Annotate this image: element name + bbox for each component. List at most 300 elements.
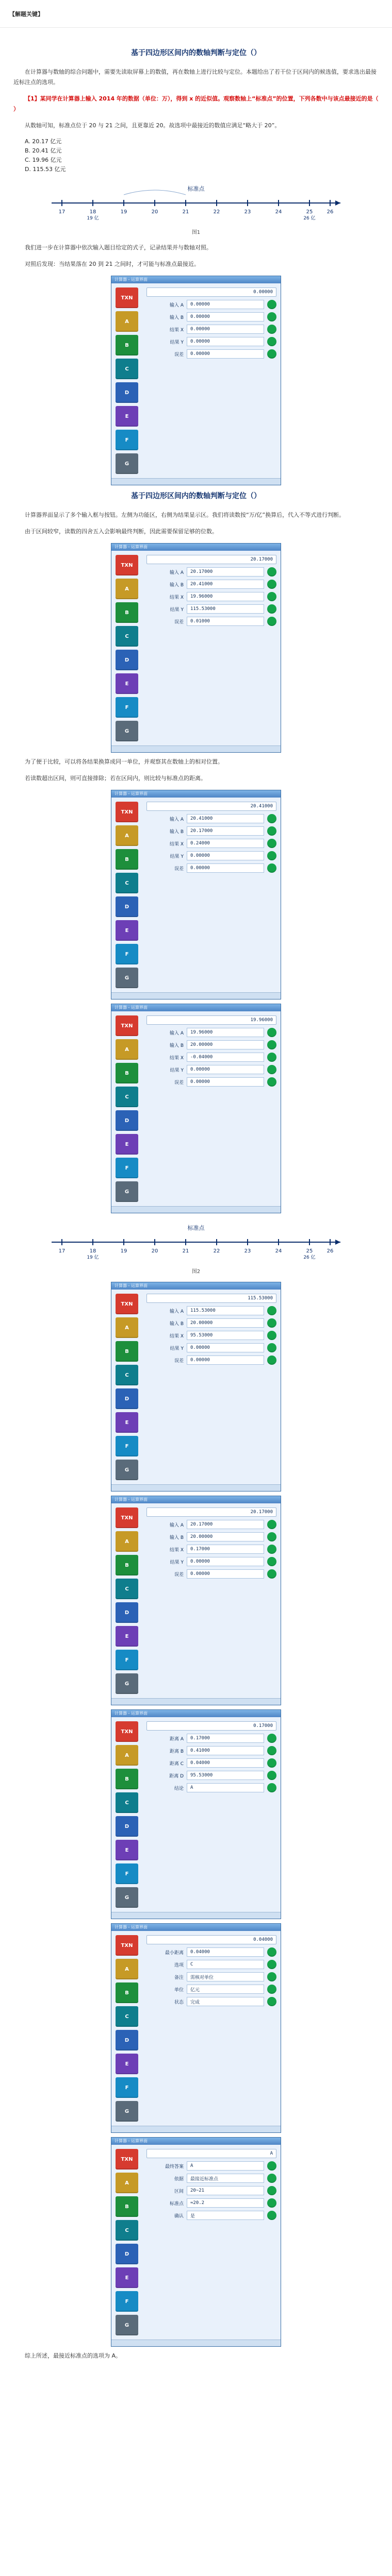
confirm-button[interactable] xyxy=(267,1028,276,1037)
row-value[interactable]: 0.04000 xyxy=(187,1758,264,1768)
calculator-sidebar xyxy=(116,1294,143,1480)
row-value[interactable]: 19.96000 xyxy=(187,592,264,601)
calculator-title: 计算器 - 运算界面 xyxy=(111,790,281,798)
row-value[interactable]: 95.53000 xyxy=(187,1331,264,1340)
row-value[interactable]: ≈20.2 xyxy=(187,2198,264,2208)
calculator-screen: 0.00000 xyxy=(146,287,276,297)
calculator-sidebar xyxy=(116,1935,143,2122)
calculator-row xyxy=(146,580,276,589)
function-tile[interactable]: D xyxy=(116,1816,138,1837)
second-title: 基于四边形区间内的数轴判断与定位（） xyxy=(131,492,261,500)
function-tile[interactable]: G xyxy=(116,2101,138,2122)
confirm-button[interactable] xyxy=(267,1972,276,1981)
number-line-arrow xyxy=(335,200,340,206)
confirm-button[interactable] xyxy=(267,580,276,589)
option-a: A. 20.17 亿元 xyxy=(25,138,62,145)
function-tile[interactable]: B xyxy=(116,1341,138,1362)
confirm-button[interactable] xyxy=(267,312,276,321)
function-tile[interactable]: G xyxy=(116,1673,138,1694)
calculator-row xyxy=(146,1077,276,1087)
calculator-footer xyxy=(111,1206,281,1213)
calculator-row xyxy=(146,604,276,614)
tick-label: 21 xyxy=(182,1248,189,1254)
row-value[interactable]: 0.17000 xyxy=(187,1545,264,1554)
tick-label: 18 xyxy=(89,209,96,215)
function-tile[interactable]: F xyxy=(116,430,138,450)
calculator-main xyxy=(146,1015,276,1202)
confirm-button[interactable] xyxy=(267,1040,276,1049)
confirm-button[interactable] xyxy=(267,1355,276,1365)
function-tile[interactable]: A xyxy=(116,579,138,599)
function-tile[interactable]: G xyxy=(116,2315,138,2335)
calculator-row xyxy=(146,1343,276,1352)
calculator-row xyxy=(146,1746,276,1755)
function-tile[interactable]: G xyxy=(116,1181,138,1202)
calculator-body xyxy=(111,551,281,745)
range-right-label: 26 亿 xyxy=(303,216,316,221)
calculator-body xyxy=(111,283,281,478)
calculator-row xyxy=(146,1520,276,1529)
confirm-button[interactable] xyxy=(267,2186,276,2195)
function-tile[interactable]: D xyxy=(116,2030,138,2050)
calculator-row xyxy=(146,839,276,848)
function-tile[interactable]: E xyxy=(116,1840,138,1860)
confirm-button[interactable] xyxy=(267,1997,276,2006)
calculator-row xyxy=(146,325,276,334)
function-tile[interactable]: TXN xyxy=(116,1294,138,1314)
row-value[interactable]: 0.00000 xyxy=(187,1065,264,1074)
function-tile[interactable]: TXN xyxy=(116,1721,138,1742)
function-tile[interactable]: D xyxy=(116,1110,138,1131)
calculator-sidebar xyxy=(116,1721,143,1908)
row-key: 结果 X xyxy=(169,327,184,333)
function-tile[interactable]: C xyxy=(116,873,138,893)
tick-label: 24 xyxy=(275,209,282,215)
option-c: C. 19.96 亿元 xyxy=(25,157,62,163)
confirm-button[interactable] xyxy=(267,2174,276,2183)
confirm-button[interactable] xyxy=(267,1318,276,1328)
calculator-body xyxy=(111,1011,281,1206)
row-value[interactable]: 0.00000 xyxy=(187,349,264,359)
function-tile[interactable]: F xyxy=(116,697,138,718)
confirm-button[interactable] xyxy=(267,1545,276,1554)
function-tile[interactable]: E xyxy=(116,2054,138,2074)
function-tile[interactable]: D xyxy=(116,1602,138,1623)
calculator-footer xyxy=(111,1484,281,1491)
function-tile[interactable]: C xyxy=(116,626,138,647)
row-value[interactable]: -0.04000 xyxy=(187,1053,264,1062)
confirm-button[interactable] xyxy=(267,567,276,577)
confirm-button[interactable] xyxy=(267,1331,276,1340)
function-tile[interactable]: D xyxy=(116,650,138,670)
calculator-title: 计算器 - 运算界面 xyxy=(111,1496,281,1503)
function-tile[interactable]: G xyxy=(116,721,138,741)
calculator-screen: 115.53000 xyxy=(146,1294,276,1303)
confirm-button[interactable] xyxy=(267,1065,276,1074)
row-value[interactable]: A xyxy=(187,2161,264,2171)
paragraph: 我们进一步在计算器中依次输入题目给定的式子，记录结果并与数轴对照。 xyxy=(25,244,212,251)
function-tile[interactable]: D xyxy=(116,382,138,403)
calculator-screen: 0.17000 xyxy=(146,1721,276,1731)
calculator-body xyxy=(111,2145,281,2340)
options-list xyxy=(25,137,379,174)
confirm-button[interactable] xyxy=(267,1306,276,1315)
confirm-button[interactable] xyxy=(267,1077,276,1087)
calculator-main xyxy=(146,1507,276,1694)
confirm-button[interactable] xyxy=(267,1746,276,1755)
row-value[interactable]: 0.01000 xyxy=(187,617,264,626)
calculator-sidebar xyxy=(116,802,143,988)
function-tile[interactable]: E xyxy=(116,1626,138,1647)
row-value[interactable]: 0.00000 xyxy=(187,300,264,309)
row-value[interactable]: 20.00000 xyxy=(187,1532,264,1541)
confirm-button[interactable] xyxy=(267,617,276,626)
confirm-button[interactable] xyxy=(267,1771,276,1780)
tick-label: 26 xyxy=(326,1248,334,1254)
function-tile[interactable]: F xyxy=(116,2077,138,2098)
function-tile[interactable]: B xyxy=(116,1982,138,2003)
calculator-window xyxy=(111,543,281,753)
function-tile[interactable]: A xyxy=(116,1317,138,1338)
row-value[interactable]: 亿元 xyxy=(187,1985,264,1994)
confirm-button[interactable] xyxy=(267,349,276,359)
confirm-button[interactable] xyxy=(267,1569,276,1579)
question-text: 【1】某同学在计算器上输入 2014 年的数据（单位：万），得到 x 的近似值。观察数轴上“标准点”的位置，下列各数中与该点最接近的是（ ） xyxy=(13,95,379,112)
row-value[interactable]: 0.00000 xyxy=(187,1343,264,1352)
calculator-title: 计算器 - 运算界面 xyxy=(111,276,281,283)
function-tile[interactable]: A xyxy=(116,311,138,332)
function-tile[interactable]: F xyxy=(116,1158,138,1178)
function-tile[interactable]: E xyxy=(116,920,138,941)
row-value[interactable]: 115.53000 xyxy=(187,1306,264,1315)
option-b: B. 20.41 亿元 xyxy=(25,147,62,154)
function-tile[interactable]: G xyxy=(116,1460,138,1480)
row-key: 距离 B xyxy=(169,1749,184,1754)
row-value[interactable]: 20.00000 xyxy=(187,1040,264,1049)
tick-label: 25 xyxy=(306,209,313,215)
calculator-body xyxy=(111,1931,281,2126)
function-tile[interactable]: E xyxy=(116,673,138,694)
calculator-row xyxy=(146,1355,276,1365)
calculator-sidebar xyxy=(116,2149,143,2335)
confirm-button[interactable] xyxy=(267,2161,276,2171)
confirm-button[interactable] xyxy=(267,2198,276,2208)
row-key: 结果 Y xyxy=(170,1346,184,1351)
function-tile[interactable]: A xyxy=(116,1745,138,1766)
confirm-button[interactable] xyxy=(267,592,276,601)
range-left-label: 19 亿 xyxy=(87,216,99,221)
row-key: 选项 xyxy=(174,1962,184,1968)
row-value[interactable]: 0.24000 xyxy=(187,839,264,848)
function-tile[interactable]: A xyxy=(116,825,138,846)
confirm-button[interactable] xyxy=(267,839,276,848)
confirm-button[interactable] xyxy=(267,1783,276,1792)
row-value[interactable]: 0.00000 xyxy=(187,1355,264,1365)
calculator-row xyxy=(146,349,276,359)
row-key: 输入 B xyxy=(169,1043,184,1048)
row-key: 最终答案 xyxy=(165,2164,184,2170)
function-tile[interactable]: B xyxy=(116,1769,138,1789)
calculator-row xyxy=(146,300,276,309)
function-tile[interactable]: TXN xyxy=(116,1507,138,1528)
row-key: 结果 Y xyxy=(170,1067,184,1073)
calculator-body xyxy=(111,1503,281,1698)
confirm-button[interactable] xyxy=(267,1053,276,1062)
function-tile[interactable]: TXN xyxy=(116,1015,138,1036)
row-value[interactable]: 是 xyxy=(187,2211,264,2220)
calculator-footer xyxy=(111,992,281,999)
calculator-row xyxy=(146,863,276,873)
row-value[interactable]: 0.00000 xyxy=(187,863,264,873)
calculator-screen: 0.04000 xyxy=(146,1935,276,1944)
function-tile[interactable]: E xyxy=(116,2267,138,2288)
calculator-row xyxy=(146,1734,276,1743)
calculator-window xyxy=(111,2137,281,2347)
confirm-button[interactable] xyxy=(267,604,276,614)
row-value[interactable]: 20.00000 xyxy=(187,1318,264,1328)
function-tile[interactable]: F xyxy=(116,2291,138,2312)
calculator-main xyxy=(146,802,276,988)
calculator-main xyxy=(146,287,276,474)
row-key: 输入 B xyxy=(169,829,184,835)
number-line-top-label: 标准点 xyxy=(187,1225,205,1231)
row-value[interactable]: 0.00000 xyxy=(187,325,264,334)
calculator-row xyxy=(146,826,276,836)
function-tile[interactable]: B xyxy=(116,602,138,623)
calculator-row xyxy=(146,814,276,823)
function-tile[interactable]: TXN xyxy=(116,2149,138,2170)
calculator-row xyxy=(146,1331,276,1340)
function-tile[interactable]: C xyxy=(116,1579,138,1599)
row-key: 单位 xyxy=(174,1987,184,1993)
calculator-title: 计算器 - 运算界面 xyxy=(111,2138,281,2145)
calculator-body xyxy=(111,798,281,992)
function-tile[interactable]: A xyxy=(116,1531,138,1552)
row-value[interactable]: 0.00000 xyxy=(187,337,264,346)
row-value[interactable]: 115.53000 xyxy=(187,604,264,614)
number-line-1-svg xyxy=(31,183,361,221)
tick-label: 22 xyxy=(213,209,220,215)
function-tile[interactable]: E xyxy=(116,406,138,427)
function-tile[interactable]: F xyxy=(116,1650,138,1670)
function-tile[interactable]: B xyxy=(116,335,138,355)
function-tile[interactable]: C xyxy=(116,2220,138,2241)
tick-label: 24 xyxy=(275,1248,282,1254)
row-key: 结果 Y xyxy=(170,1560,184,1565)
row-value[interactable]: 0.00000 xyxy=(187,312,264,321)
row-value[interactable]: 20.41000 xyxy=(187,814,264,823)
article-title: 基于四边形区间内的数轴判断与定位（） xyxy=(131,49,261,57)
tick-label: 20 xyxy=(151,209,158,215)
function-tile[interactable]: C xyxy=(116,1365,138,1385)
function-tile[interactable]: F xyxy=(116,1436,138,1456)
tick-label: 18 xyxy=(89,1248,96,1254)
calculator-row xyxy=(146,617,276,626)
function-tile[interactable]: E xyxy=(116,1412,138,1433)
row-value[interactable]: 0.04000 xyxy=(187,1947,264,1957)
confirm-button[interactable] xyxy=(267,1985,276,1994)
calculator-row xyxy=(146,1960,276,1969)
row-value[interactable]: 20.17000 xyxy=(187,1520,264,1529)
calculator-title: 计算器 - 运算界面 xyxy=(111,1710,281,1717)
row-value[interactable]: 20~21 xyxy=(187,2186,264,2195)
paragraph: 计算器界面显示了多个输入框与按钮。左侧为功能区，右侧为结果显示区。我们将读数按“万/亿”换算后，代入不等式进行判断。 xyxy=(25,512,345,518)
number-line-1 xyxy=(13,183,379,221)
confirm-button[interactable] xyxy=(267,1947,276,1957)
tick-label: 20 xyxy=(151,1248,158,1254)
row-value[interactable]: A xyxy=(187,1783,264,1792)
number-line-tick-labels xyxy=(59,1248,334,1254)
row-value[interactable]: 20.17000 xyxy=(187,826,264,836)
row-key: 最小距离 xyxy=(165,1950,184,1956)
function-tile[interactable]: B xyxy=(116,1063,138,1083)
row-key: 输入 A xyxy=(169,302,184,308)
calculator-row xyxy=(146,1997,276,2006)
option-d: D. 115.53 亿元 xyxy=(25,166,66,173)
calculator-row xyxy=(146,592,276,601)
function-tile[interactable]: G xyxy=(116,968,138,988)
confirm-button[interactable] xyxy=(267,1734,276,1743)
row-value[interactable]: 完成 xyxy=(187,1997,264,2006)
function-tile[interactable]: G xyxy=(116,453,138,474)
row-key: 结果 X xyxy=(169,841,184,847)
calculator-window xyxy=(111,1282,281,1492)
row-value[interactable]: 0.00000 xyxy=(187,1569,264,1579)
function-tile[interactable]: D xyxy=(116,2244,138,2264)
function-tile[interactable]: TXN xyxy=(116,555,138,575)
function-tile[interactable]: C xyxy=(116,1087,138,1107)
calculator-window xyxy=(111,1923,281,2133)
confirm-button[interactable] xyxy=(267,1758,276,1768)
number-line-2 xyxy=(13,1223,379,1260)
calculator-row xyxy=(146,1065,276,1074)
calculator-window xyxy=(111,1709,281,1919)
row-value[interactable]: 19.96000 xyxy=(187,1028,264,1037)
row-value[interactable]: C xyxy=(187,1960,264,1969)
calculator-footer xyxy=(111,745,281,752)
row-key: 依据 xyxy=(174,2176,184,2182)
confirm-button[interactable] xyxy=(267,814,276,823)
row-key: 误差 xyxy=(174,866,184,872)
row-key: 输入 A xyxy=(169,570,184,575)
figure-caption-2: 图2 xyxy=(191,1269,201,1275)
calculator-row xyxy=(146,1758,276,1768)
confirm-button[interactable] xyxy=(267,325,276,334)
calculator-main xyxy=(146,555,276,741)
row-value[interactable]: 0.00000 xyxy=(187,1557,264,1566)
confirm-button[interactable] xyxy=(267,2211,276,2220)
calculator-screen: 20.17000 xyxy=(146,1507,276,1517)
function-tile[interactable]: C xyxy=(116,359,138,379)
calculator-row xyxy=(146,1557,276,1566)
tick-label: 26 xyxy=(326,209,334,215)
calculator-row xyxy=(146,2161,276,2171)
calculator-window xyxy=(111,1496,281,1705)
row-key: 结果 X xyxy=(169,1547,184,1553)
confirm-button[interactable] xyxy=(267,1557,276,1566)
row-key: 结果 Y xyxy=(170,854,184,859)
function-tile[interactable]: TXN xyxy=(116,802,138,822)
calculator-row xyxy=(146,1985,276,1994)
confirm-button[interactable] xyxy=(267,1532,276,1541)
calculator-sidebar xyxy=(116,1015,143,1202)
row-key: 状态 xyxy=(174,1999,184,2005)
row-key: 输入 B xyxy=(169,1321,184,1327)
row-key: 结论 xyxy=(174,1786,184,1791)
confirm-button[interactable] xyxy=(267,1520,276,1529)
function-tile[interactable]: D xyxy=(116,1388,138,1409)
confirm-button[interactable] xyxy=(267,851,276,860)
row-key: 标准点 xyxy=(169,2201,184,2207)
calculator-title: 计算器 - 运算界面 xyxy=(111,544,281,551)
confirm-button[interactable] xyxy=(267,1343,276,1352)
calculator-title: 计算器 - 运算界面 xyxy=(111,1004,281,1011)
function-tile[interactable]: A xyxy=(116,1039,138,1060)
calculator-screen: A xyxy=(146,2149,276,2158)
row-key: 误差 xyxy=(174,619,184,625)
confirm-button[interactable] xyxy=(267,300,276,309)
function-tile[interactable]: C xyxy=(116,2006,138,2027)
calculator-row xyxy=(146,1771,276,1780)
function-tile[interactable]: F xyxy=(116,1863,138,1884)
confirm-button[interactable] xyxy=(267,863,276,873)
row-key: 备注 xyxy=(174,1975,184,1980)
function-tile[interactable]: B xyxy=(116,2196,138,2217)
row-key: 确认 xyxy=(174,2213,184,2219)
row-value[interactable]: 0.17000 xyxy=(187,1734,264,1743)
calculator-footer xyxy=(111,2126,281,2132)
confirm-button[interactable] xyxy=(267,1960,276,1969)
row-value[interactable]: 0.41000 xyxy=(187,1746,264,1755)
calculator-sidebar xyxy=(116,1507,143,1694)
tick-label: 21 xyxy=(182,209,189,215)
function-tile[interactable]: TXN xyxy=(116,1935,138,1956)
calculator-row xyxy=(146,567,276,577)
row-key: 误差 xyxy=(174,1358,184,1364)
function-tile[interactable]: B xyxy=(116,1555,138,1575)
confirm-button[interactable] xyxy=(267,826,276,836)
function-tile[interactable]: C xyxy=(116,1792,138,1813)
row-value[interactable]: 0.00000 xyxy=(187,1077,264,1087)
calculator-sidebar xyxy=(116,555,143,741)
paragraph: 若读数超出区间，则可直接排除；若在区间内，则比较与标准点的距离。 xyxy=(25,775,206,782)
calculator-row xyxy=(146,1028,276,1037)
row-value[interactable]: 最接近标准点 xyxy=(187,2174,264,2183)
calculator-main xyxy=(146,1294,276,1480)
function-tile[interactable]: D xyxy=(116,896,138,917)
row-key: 距离 D xyxy=(169,1773,184,1779)
row-value[interactable]: 需核对单位 xyxy=(187,1972,264,1981)
calculator-footer xyxy=(111,478,281,485)
function-tile[interactable]: A xyxy=(116,2173,138,2193)
calculator-main xyxy=(146,1935,276,2122)
row-value[interactable]: 0.00000 xyxy=(187,851,264,860)
function-tile[interactable]: TXN xyxy=(116,287,138,308)
calculator-row xyxy=(146,2174,276,2183)
row-value[interactable]: 20.17000 xyxy=(187,567,264,577)
row-value[interactable]: 20.41000 xyxy=(187,580,264,589)
function-tile[interactable]: B xyxy=(116,849,138,870)
number-line-tick-labels xyxy=(59,209,334,215)
function-tile[interactable]: G xyxy=(116,1887,138,1908)
function-tile[interactable]: E xyxy=(116,1134,138,1155)
row-key: 输入 B xyxy=(169,582,184,588)
function-tile[interactable]: A xyxy=(116,1959,138,1979)
row-key: 结果 X xyxy=(169,595,184,600)
confirm-button[interactable] xyxy=(267,337,276,346)
row-value[interactable]: 95.53000 xyxy=(187,1771,264,1780)
function-tile[interactable]: F xyxy=(116,944,138,964)
